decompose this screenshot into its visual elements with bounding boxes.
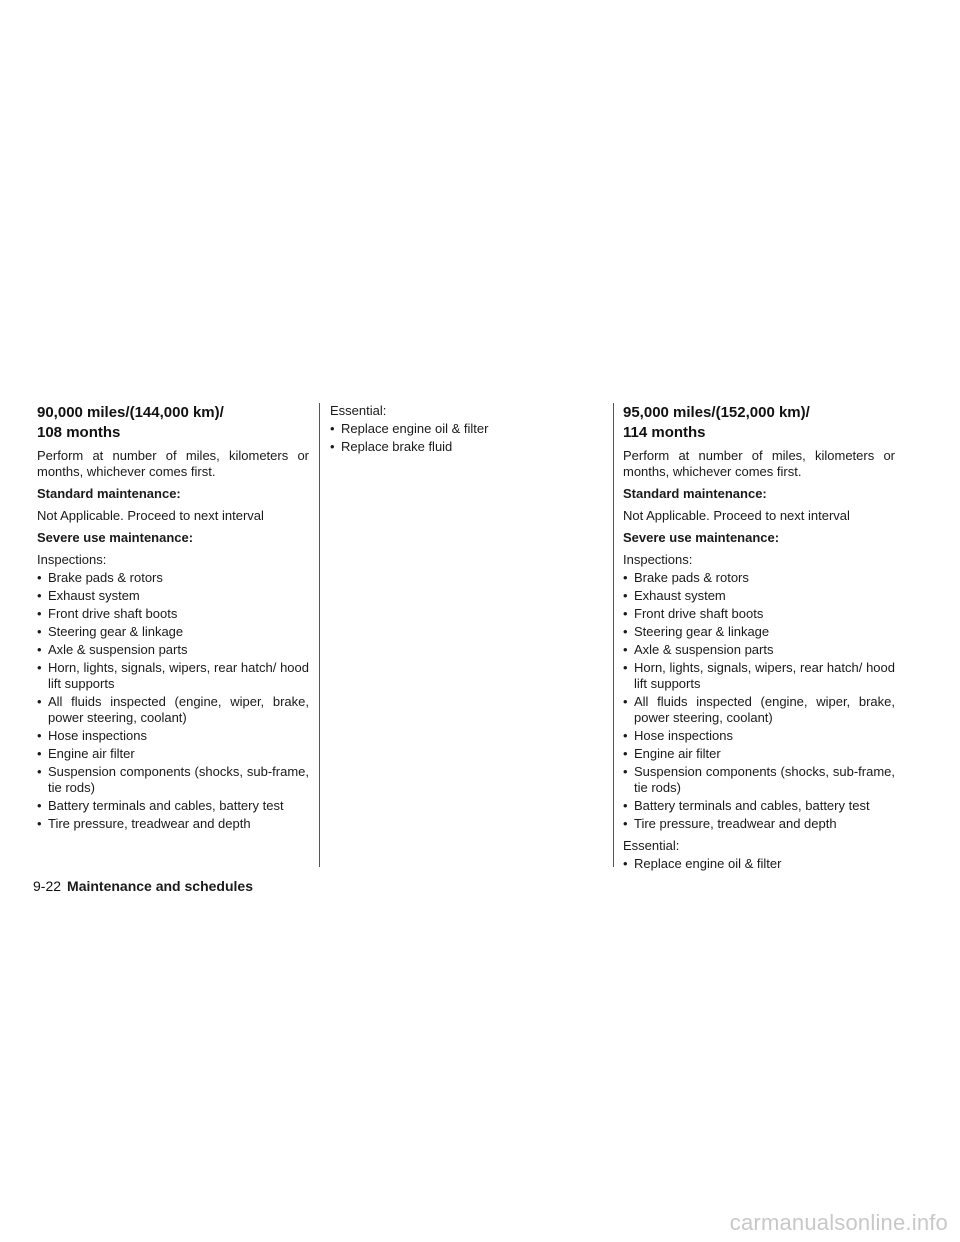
list-item-text: All fluids inspected (engine, wiper, brake, power steering, coolant) [634, 694, 895, 725]
column-divider [319, 403, 320, 867]
bullet: • [37, 642, 42, 657]
list-item-text: Horn, lights, signals, wipers, rear hatch/ hood lift supports [634, 660, 895, 691]
bullet: • [623, 728, 628, 743]
bullet: • [330, 439, 335, 454]
bullet: • [623, 798, 628, 813]
bullet: • [623, 588, 628, 603]
bullet: • [37, 728, 42, 743]
bullet: • [37, 624, 42, 639]
list-item [37, 798, 309, 814]
list-item-text: Exhaust system [48, 588, 140, 603]
list-item [623, 642, 895, 658]
list-item-text: Front drive shaft boots [48, 606, 178, 621]
bullet: • [623, 694, 628, 709]
list-item-text: Battery terminals and cables, battery test [634, 798, 870, 813]
list-item-text: Brake pads & rotors [48, 570, 163, 585]
list-item [623, 856, 895, 872]
interval-90000-column [37, 403, 309, 834]
heading-line: 95,000 miles/(152,000 km)/ [623, 404, 810, 421]
list-item [623, 570, 895, 586]
list-item [330, 421, 602, 437]
bullet: • [623, 816, 628, 831]
page-number: 9-22 [33, 878, 62, 894]
list-item [37, 606, 309, 622]
section-title: Maintenance and schedules [67, 878, 253, 894]
interval-heading [623, 403, 895, 443]
bullet: • [623, 746, 628, 761]
list-item [623, 588, 895, 604]
list-item-text: Replace brake fluid [341, 439, 453, 454]
list-item-text: Horn, lights, signals, wipers, rear hatch/ hood lift supports [48, 660, 309, 691]
list-item-text: Hose inspections [634, 728, 733, 743]
list-item [623, 606, 895, 622]
column-divider [613, 403, 614, 867]
list-item-text: Engine air filter [634, 746, 721, 761]
list-item [37, 642, 309, 658]
list-item-text: Suspension components (shocks, sub-frame, tie rods) [634, 764, 895, 795]
list-item [37, 570, 309, 586]
list-item [623, 746, 895, 762]
list-item [37, 764, 309, 796]
standard-maintenance-label: Standard maintenance: [37, 486, 181, 501]
essential-label: Essential: [330, 403, 387, 418]
list-item-text: Tire pressure, treadwear and depth [48, 816, 251, 831]
interval-95000-column [623, 403, 895, 874]
list-item-text: Battery terminals and cables, battery test [48, 798, 284, 813]
severe-maintenance-label: Severe use maintenance: [37, 530, 194, 545]
standard-maintenance-label: Standard maintenance: [623, 486, 767, 501]
bullet: • [623, 660, 628, 675]
list-item [623, 798, 895, 814]
list-item-text: Axle & suspension parts [634, 642, 774, 657]
list-item-text: Front drive shaft boots [634, 606, 764, 621]
list-item-text: Engine air filter [48, 746, 135, 761]
page-footer [33, 877, 253, 895]
bullet: • [37, 660, 42, 675]
inspections-label: Inspections: [37, 552, 107, 567]
watermark: carmanualsonline.info [729, 1210, 948, 1235]
bullet: • [37, 816, 42, 831]
bullet: • [623, 856, 628, 871]
bullet: • [623, 570, 628, 585]
bullet: • [623, 642, 628, 657]
intro-text: Perform at number of miles, kilometers or months, whichever comes first. [37, 448, 309, 479]
essential-list [623, 856, 895, 872]
list-item [37, 746, 309, 762]
bullet: • [37, 746, 42, 761]
list-item [37, 660, 309, 692]
bullet: • [37, 606, 42, 621]
heading-line: 108 months [37, 424, 121, 441]
list-item-text: Steering gear & linkage [48, 624, 184, 639]
bullet: • [37, 798, 42, 813]
list-item-text: Tire pressure, treadwear and depth [634, 816, 837, 831]
list-item [623, 728, 895, 744]
bullet: • [37, 764, 42, 779]
list-item [623, 624, 895, 640]
list-item [330, 439, 602, 455]
interval-90000-continued-column [330, 403, 602, 457]
intro-text: Perform at number of miles, kilometers or months, whichever comes first. [623, 448, 895, 479]
bullet: • [623, 764, 628, 779]
list-item-text: Replace engine oil & filter [634, 856, 782, 871]
list-item [623, 660, 895, 692]
list-item-text: Hose inspections [48, 728, 147, 743]
inspections-label: Inspections: [623, 552, 693, 567]
list-item-text: Exhaust system [634, 588, 726, 603]
interval-heading [37, 403, 309, 443]
list-item-text: Suspension components (shocks, sub-frame, tie rods) [48, 764, 309, 795]
list-item-text: Steering gear & linkage [634, 624, 770, 639]
list-item-text: All fluids inspected (engine, wiper, brake, power steering, coolant) [48, 694, 309, 725]
bullet: • [330, 421, 335, 436]
bullet: • [37, 588, 42, 603]
list-item [623, 816, 895, 832]
heading-line: 90,000 miles/(144,000 km)/ [37, 404, 224, 421]
list-item [623, 694, 895, 726]
essential-list [330, 421, 602, 455]
list-item [623, 764, 895, 796]
bullet: • [37, 570, 42, 585]
bullet: • [623, 624, 628, 639]
bullet: • [623, 606, 628, 621]
essential-label: Essential: [623, 838, 680, 853]
bullet: • [37, 694, 42, 709]
list-item [37, 728, 309, 744]
list-item-text: Axle & suspension parts [48, 642, 188, 657]
list-item-text: Replace engine oil & filter [341, 421, 489, 436]
severe-maintenance-label: Severe use maintenance: [623, 530, 780, 545]
list-item [37, 588, 309, 604]
list-item-text: Brake pads & rotors [634, 570, 749, 585]
list-item [37, 816, 309, 832]
inspections-list [623, 570, 895, 832]
list-item [37, 694, 309, 726]
heading-line: 114 months [623, 424, 706, 441]
inspections-list [37, 570, 309, 832]
standard-maintenance-text: Not Applicable. Proceed to next interval [37, 508, 264, 523]
list-item [37, 624, 309, 640]
standard-maintenance-text: Not Applicable. Proceed to next interval [623, 508, 850, 523]
